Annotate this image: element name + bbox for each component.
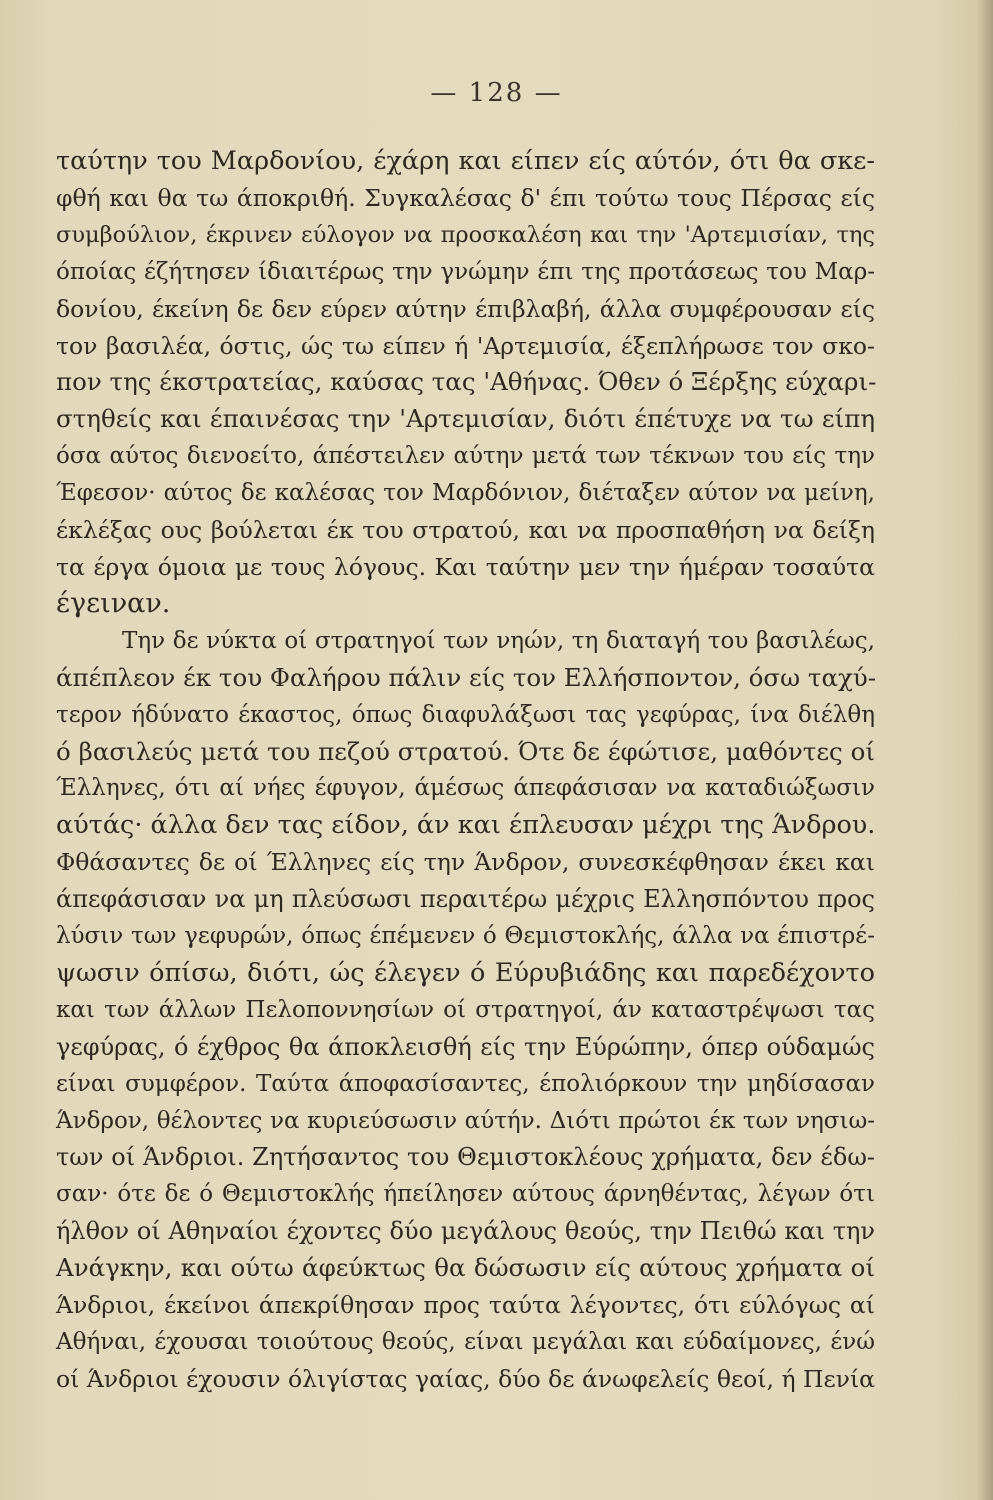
text-line: τον βασιλέα, όστις, ώς τω είπεν ή 'Αρτεμισία, έξεπλήρωσε τον σκο- [56, 331, 875, 360]
text-line: όποίας έζήτησεν ίδιαιτέρως την γνώμην έπι της προτάσεως του Μαρ- [56, 258, 875, 285]
text-line: αύτάς· άλλα δεν τας είδον, άν και έπλευσαν μέχρι της Άνδρου. [56, 810, 876, 841]
text-line: πον της έκστρατείας, καύσας τας 'Αθήνας. Όθεν ό Ξέρξης εύχαρι- [56, 367, 877, 397]
text-line: οί Άνδριοι έχουσιν όλιγίστας γαίας, δύο δε άνωφελείς θεοί, ή Πενία [56, 1364, 876, 1393]
text-line: Έφεσον· αύτος δε καλέσας τον Μαρδόνιον, διέταξεν αύτον να μείνη, [56, 480, 875, 507]
text-line: λύσιν των γεφυρών, όπως έπέμενεν ό Θεμιστοκλής, άλλα να έπιστρέ- [56, 923, 875, 950]
text-line: τα έργα όμοια με τους λόγους. Και ταύτην μεν την ήμέραν τοσαύτα [56, 552, 875, 581]
body-text [56, 143, 875, 1398]
text-line: έκλέξας ους βούλεται έκ του στρατού, και να προσπαθήση να δείξη [56, 516, 875, 545]
text-line: Άνδρον, θέλοντες να κυριεύσωσιν αύτήν. Διότι πρώτοι έκ των νησιω- [56, 1107, 875, 1134]
page-edge-shadow [977, 0, 993, 1500]
page-number: — 128 — [430, 78, 563, 108]
text-line: είναι συμφέρον. Ταύτα άποφασίσαντες, έπολιόρκουν την μηδίσασαν [56, 1070, 875, 1097]
text-line: ψωσιν όπίσω, διότι, ώς έλεγεν ό Εύρυβιάδης και παρεδέχοντο [56, 957, 875, 988]
text-line: συμβούλιον, έκρινεν εύλογον να προσκαλέση και την 'Αρτεμισίαν, της [56, 221, 875, 248]
text-line: στηθείς και έπαινέσας την 'Αρτεμισίαν, διότι έπέτυχε να τω είπη [56, 404, 875, 434]
text-line: και των άλλων Πελοποννησίων οί στρατηγοί, άν καταστρέψωσι τας [56, 996, 875, 1023]
text-line: Ανάγκην, και ούτω άφεύκτως θα δώσωσιν είς αύτους χρήματα οί [56, 1253, 875, 1283]
text-line: Αθήναι, έχουσαι τοιούτους θεούς, είναι μεγάλαι και εύδαίμονες, ένώ [56, 1329, 875, 1355]
text-line: φθή και θα τω άποκριθή. Συγκαλέσας δ' έπι τούτω τους Πέρσας είς [56, 183, 875, 212]
text-line: δονίου, έκείνη δε δεν εύρεν αύτην έπιβλαβή, άλλα συμφέρουσαν είς [56, 294, 875, 323]
text-line: σαν· ότε δε ό Θεμιστοκλής ήπείλησεν αύτους άρνηθέντας, λέγων ότι [56, 1181, 875, 1208]
text-line: έγειναν. [56, 587, 171, 619]
text-line: ταύτην του Μαρδονίου, έχάρη και είπεν είς αύτόν, ότι θα σκε- [56, 146, 875, 176]
text-line: ό βασιλεύς μετά του πεζού στρατού. Ότε δε έφώτισε, μαθόντες οί [56, 736, 875, 766]
text-line: όσα αύτος διενοείτο, άπέστειλεν αύτην μετά των τέκνων του είς την [56, 443, 875, 470]
text-line: Άνδριοι, έκείνοι άπεκρίθησαν προς ταύτα λέγοντες, ότι εύλόγως αί [56, 1291, 875, 1320]
text-line: ήλθον οί Αθηναίοι έχοντες δύο μεγάλους θεούς, την Πειθώ και την [56, 1217, 875, 1246]
text-line: άπεφάσισαν να μη πλεύσωσι περαιτέρω μέχρις Ελλησπόντου προς [56, 885, 875, 914]
text-line: Φθάσαντες δε οί Έλληνες είς την Άνδρον, συνεσκέφθησαν έκει και [56, 848, 875, 877]
text-line: Την δε νύκτα οί στρατηγοί των νηών, τη διαταγή του βασιλέως, [122, 627, 875, 654]
text-line: άπέπλεον έκ του Φαλήρου πάλιν είς τον Ελλήσποντον, όσω ταχύ- [56, 662, 877, 692]
text-line: γεφύρας, ό έχθρος θα άποκλεισθή είς την Εύρώπην, όπερ ούδαμώς [56, 1032, 875, 1061]
text-line: των οί Άνδριοι. Ζητήσαντος του Θεμιστοκλέους χρήματα, δεν έδω- [56, 1143, 875, 1172]
text-line: τερον ήδύνατο έκαστος, όπως διαφυλάξωσι τας γεφύρας, ίνα διέλθη [56, 701, 875, 728]
text-line: Έλληνες, ότι αί νήες έφυγον, άμέσως άπεφάσισαν να καταδιώξωσιν [56, 775, 875, 802]
